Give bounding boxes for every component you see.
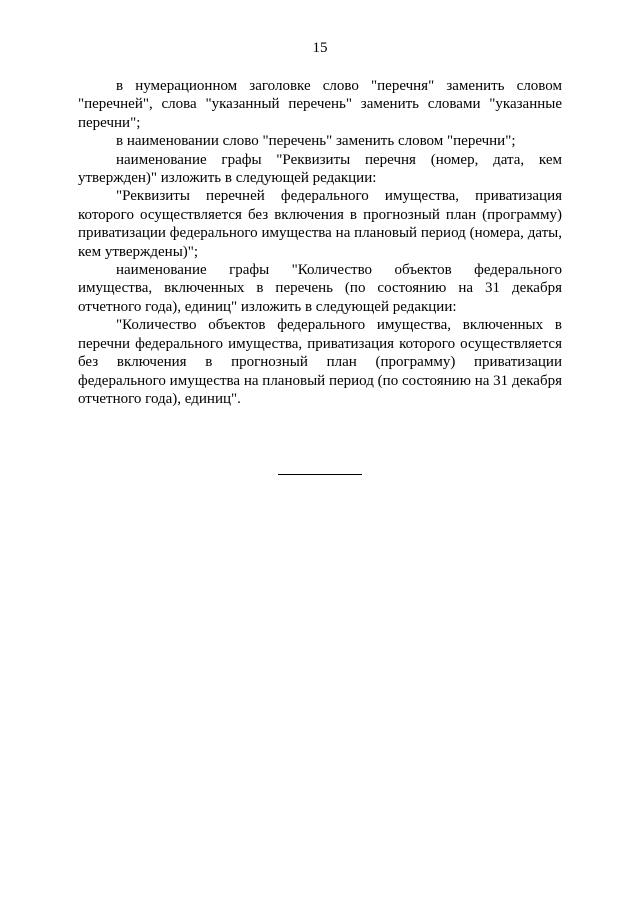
paragraph-column-requisites-new: "Реквизиты перечней федерального имущества, приватизация которого осуществляется без включения в прогнозный план (программу) приватизации федерального имущества на плановый период (номера, даты, кем утверждены)"; bbox=[78, 188, 562, 260]
document-body bbox=[78, 77, 562, 408]
paragraph-title-word-change: в наименовании слово "перечень" заменить словом "перечни"; bbox=[116, 133, 516, 150]
paragraph-column-requisites-intro: наименование графы "Реквизиты перечня (номер, дата, кем утвержден)" изложить в следующей редакции: bbox=[78, 151, 562, 187]
paragraph-heading-word-change: в нумерационном заголовке слово "перечня" заменить словом "перечней", слова "указанный перечень" заменить словами "указанные перечни"; bbox=[78, 78, 562, 131]
page-number: 15 bbox=[312, 40, 328, 56]
paragraph-column-count-new: "Количество объектов федерального имущества, включенных в перечни федерального имущества, приватизация которого осуществляется без включения в прогнозный план (программу) приватизации федерального имущества на плановый период (по состоянию на 31 декабря отчетного года), единиц". bbox=[78, 317, 562, 407]
paragraph-column-count-intro: наименование графы "Количество объектов федерального имущества, включенных в перечень (по состоянию на 31 декабря отчетного года), единиц" изложить в следующей редакции: bbox=[78, 262, 562, 315]
end-separator-line bbox=[278, 474, 362, 475]
